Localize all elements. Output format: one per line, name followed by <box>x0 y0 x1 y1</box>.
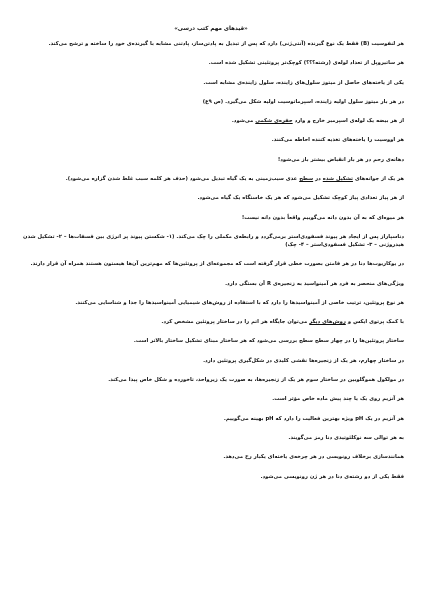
paragraph-text: در ساختار چهارم، هر یک از زنجیره‌ها نقشی کلیدی در شکل‌گیری پروتئین دارد. <box>203 357 404 364</box>
paragraph-text: هر میوه‌ای که به آن بدون دانه می‌گوییم واقعاً بدون دانه نیست! <box>241 214 404 221</box>
underlined-text: حفره‌ی شکمی <box>255 118 293 125</box>
paragraph-text: در هر بار میتوز سلول اولیه زاینده، اسپرماتوسیت اولیه شکل می‌گیرد. (ص ۹ع) <box>202 98 404 105</box>
underlined-text: روش‌های دیگر <box>309 319 346 326</box>
paragraph-text: همانندسازی برخلاف رونویسی در هر چرخه‌ی یاخته‌ای یکبار رخ می‌دهد. <box>223 454 404 461</box>
paragraph-text: در مولکول هموگلوبین در ساختار سوم هر یک از زنجیره‌ها، به صورت یک زیرواحد، تاخورده و شکل خاص پیدا می‌کند. <box>108 377 404 384</box>
paragraph <box>18 194 404 202</box>
paragraph-text: هر نوع پروتئین، ترتیب خاصی از آمینواسیدها را دارد که با استفاده از روش‌های شیمیایی آمینواسیدها را جدا و شناسایی می‌کنند. <box>75 299 404 306</box>
underlined-text: سطح <box>299 176 314 183</box>
paragraph <box>18 136 404 144</box>
paragraph-text: دناسپاراز پس از ایجاد هر پیوند فسفودی‌استر برمی‌گردد و رابطه‌ی مکملی را چک می‌کند. (۱- شکستن پیوند پر انرژی بین فسفات‌ها – ۲- تشکیل شدن هیدروژنی – ۳- تشکیل فسفودی‌استر – ۴- چک) <box>23 233 404 248</box>
paragraph <box>18 357 404 365</box>
paragraph-text: هر ساتیروپل از تعداد لوله‌ی (رشته؟؟؟) کوچک‌تر پروتئینی تشکیل شده است. <box>208 60 404 67</box>
paragraph <box>18 233 404 249</box>
paragraph-text: می‌توان جایگاه هر اتم را در ساختار پروتئین مشخص کرد. <box>161 319 310 326</box>
paragraph <box>18 156 404 164</box>
paragraph-text: به هر توالی سه نوکلئوتیدی دنا رمز می‌گویند. <box>288 434 404 441</box>
paragraph <box>18 98 404 106</box>
paragraph-text: هر آنزیم روی یک یا چند پیش ماده خاص مؤثر است. <box>272 396 404 403</box>
paragraph-text: عدی سیب‌زمینی به یک گیاه تبدیل می‌شود (حذف هر کلمه سبب غلط شدن گزاره می‌شود). <box>65 176 300 183</box>
paragraph-text: از هر پیاز تعدادی پیاز کوچک تشکیل می‌شود که هر یک خاستگاه یک گیاه می‌شود. <box>197 195 404 202</box>
paragraph <box>18 395 404 403</box>
paragraph-text: یکی از یاخته‌های حاصل از میتوز سلول‌های زاینده، سلول زاینده‌ی مشابه است. <box>203 79 404 86</box>
paragraph <box>18 318 404 326</box>
underlined-text: تشکیل شده <box>322 176 353 183</box>
paragraph-list <box>18 40 404 481</box>
paragraph <box>18 299 404 307</box>
paragraph-text: هر اووسیت را یاخته‌های تغذیه کننده احاطه می‌کنند. <box>271 137 404 144</box>
paragraph <box>18 79 404 87</box>
document-title: «قیدهای مهم کتب درسی» <box>174 26 248 32</box>
paragraph-text: فقط یکی از دو رشته‌ی دنا در هر ژن رونویسی می‌شود. <box>260 473 404 480</box>
paragraph-text: هر لنفوسیت (B) فقط یک نوع گیرنده (آنتی‌ژنی) دارد که پس از تبدیل به پادتن‌ساز، پادتنی مشابه با گیرنده‌ی خود را ساخته و ترشح می‌کند. <box>48 41 404 47</box>
paragraph-text: در یوکاریوت‌ها دنا در هر فامتن بصورت خطی قرار گرفته است که مجموعه‌ای از پروتئین‌ها که مهم‌ترین آن‌ها هیستون هستند همراه آن قرار دارند. <box>30 261 404 268</box>
paragraph-text: ساختار پروتئین‌ها را در چهار سطح سطح بررسی می‌شود که هر ساختار مبنای تشکیل ساختار بالاتر است. <box>133 338 404 345</box>
paragraph <box>18 337 404 345</box>
paragraph <box>18 376 404 384</box>
paragraph-text: دهانه‌ی رحم در هر بار انقباض بیشتر باز می‌شود! <box>277 156 404 163</box>
paragraph <box>18 117 404 125</box>
paragraph <box>18 473 404 481</box>
paragraph <box>18 280 404 288</box>
paragraph <box>18 453 404 461</box>
paragraph <box>18 175 404 183</box>
paragraph <box>18 260 404 268</box>
paragraph-text: با کمک پرتوی ایکس و <box>345 319 404 326</box>
paragraph-text: در <box>313 176 323 183</box>
paragraph-text: از هر بیضه یک لوله‌ی اسپرمبر خارج و وارد <box>292 118 404 125</box>
paragraph <box>18 415 404 423</box>
paragraph <box>18 214 404 222</box>
paragraph-text: می‌شود. <box>231 118 256 125</box>
paragraph-text: هر یک از جوانه‌های <box>352 176 404 183</box>
paragraph-text: ویژگی‌های منحصر به فرد هر آمینواسید به زنجیره‌ی R آن بستگی دارد. <box>225 280 404 287</box>
paragraph <box>18 59 404 67</box>
paragraph <box>18 434 404 442</box>
paragraph <box>18 40 404 48</box>
paragraph-text: هر آنزیم در یک pH ویژه بهترین فعالیت را دارد که pH بهینه می‌گوییم. <box>223 415 404 422</box>
